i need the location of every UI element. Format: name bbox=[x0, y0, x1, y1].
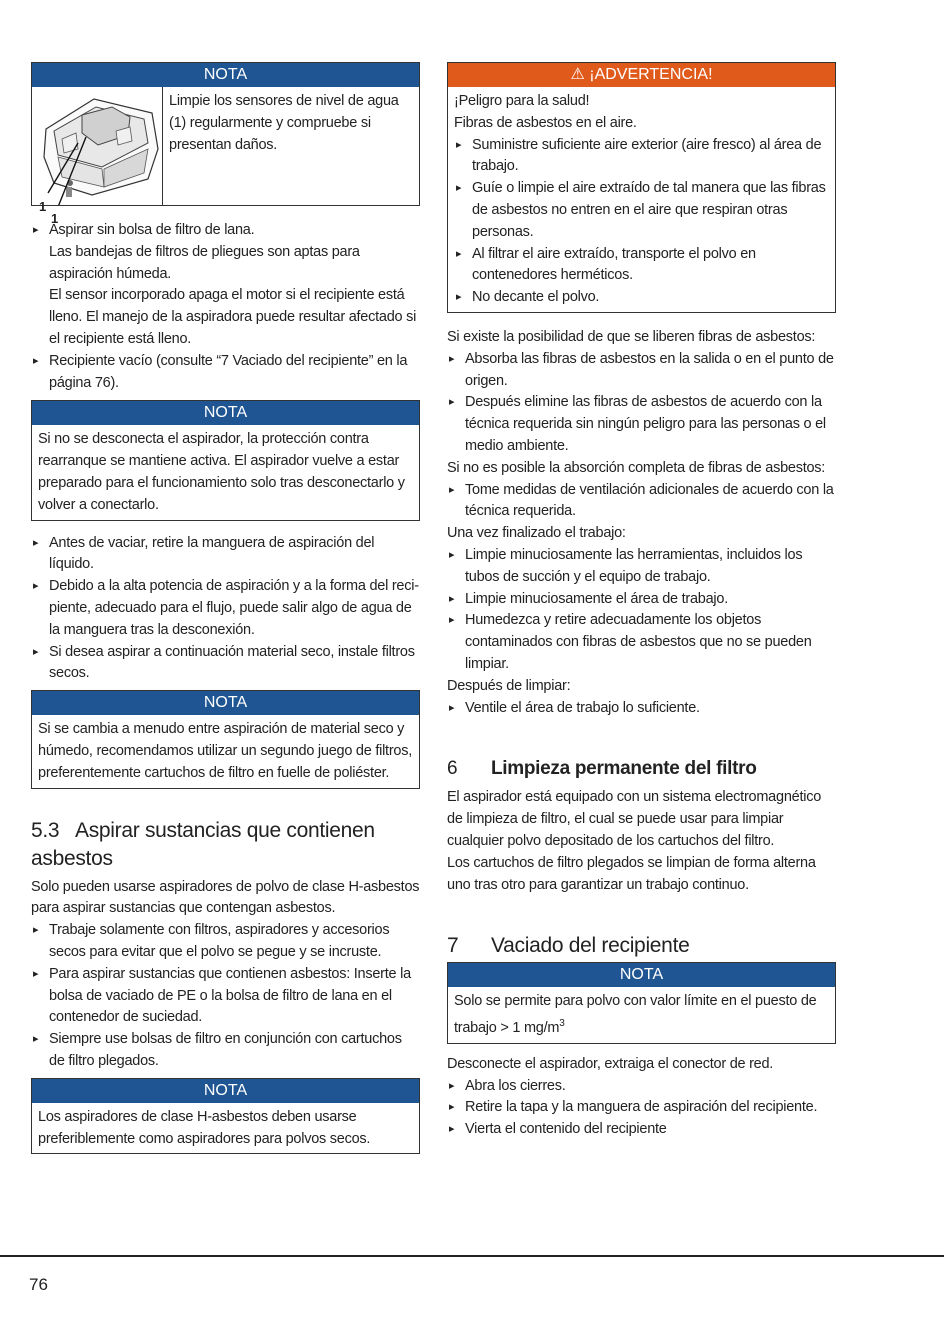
paragraph: Los cartuchos de filtro plegados se limpian de forma alterna uno tras otro para garantizar un trabajo continuo. bbox=[447, 854, 816, 893]
paragraph: Desconecte el aspirador, extraiga el conector de red. bbox=[447, 1055, 774, 1072]
note-text: Los aspiradores de clase H-asbestos deben usarse preferiblemente como aspiradores para polvos secos. bbox=[38, 1108, 371, 1147]
left-column bbox=[31, 62, 420, 1154]
bullet-item: ▸ Si desea aspirar a continuación material seco, instale filtros secos. bbox=[31, 642, 420, 686]
bullet-item: ▸ Siempre use bolsas de filtro en conjunción con cartuchos de filtro plegados. bbox=[31, 1029, 420, 1073]
indented-text: Las bandejas de filtros de pliegues son aptas para aspiración húmeda. bbox=[49, 243, 360, 282]
note-box-restart bbox=[31, 400, 420, 520]
warning-bullet: ▸ No decante el polvo. bbox=[454, 287, 829, 309]
note-title: NOTA bbox=[448, 963, 835, 987]
bullet-item: ▸ Antes de vaciar, retire la manguera de aspiración del líquido. bbox=[31, 533, 420, 577]
warning-title: ⚠ ¡ADVERTENCIA! bbox=[448, 63, 835, 87]
section-heading-6 bbox=[447, 755, 836, 783]
note-text: Si se cambia a menudo entre aspiración de material seco y húmedo, recomendamos utilizar un segundo juego de filtros, preferentemente cartuchos de filtro en fuelle de poliéster. bbox=[38, 721, 413, 781]
callout-1b: 1 bbox=[51, 211, 59, 226]
section-heading-7 bbox=[447, 932, 836, 960]
vacuum-container-icon bbox=[32, 87, 162, 205]
note-text: Si no se desconecta el aspirador, la protección contra rearranque se mantiene activa. El aspirador vuelve a estar preparado para el funcionamiento solo tras desconectarlo y volver a conectarlo. bbox=[38, 431, 405, 513]
section-title: Aspirar sustancias que contienen asbestos bbox=[31, 818, 375, 870]
bullet-item: ▸ Retire la tapa y la manguera de aspiración del recipiente. bbox=[447, 1097, 836, 1119]
warning-line: Fibras de asbestos en el aire. bbox=[454, 114, 637, 131]
section-number: 5.3 bbox=[31, 818, 60, 842]
paragraph: Solo pueden usarse aspiradores de polvo de clase H-asbestos para aspirar sustancias que contengan asbestos. bbox=[31, 878, 420, 917]
paragraph: Una vez finalizado el trabajo: bbox=[447, 525, 626, 542]
bullet-item: ▸ Debido a la alta potencia de aspiración y a la forma del recipiente, adecuado para el flujo, puede salir algo de agua de la manguera tras la desconexión. bbox=[31, 576, 420, 641]
bullet-item: ▸ Limpie minuciosamente las herramientas, incluidos los tubos de succión y el equipo de trabajo. bbox=[447, 545, 836, 589]
bullet-item: ▸ Humedezca y retire adecuadamente los objetos contaminados con fibras de asbestos que no se pueden limpiar. bbox=[447, 610, 836, 675]
section-number: 7 bbox=[447, 934, 459, 958]
section-title: Limpieza permanente del filtro bbox=[491, 758, 757, 780]
bullet-item: ▸ Absorba las fibras de asbestos en la salida o en el punto de origen. bbox=[447, 349, 836, 393]
page-number: 76 bbox=[29, 1275, 48, 1294]
note-title: NOTA bbox=[32, 691, 419, 715]
note-title: NOTA bbox=[32, 401, 419, 425]
warning-box bbox=[447, 62, 836, 313]
footer-rule bbox=[0, 1255, 944, 1257]
paragraph: Si existe la posibilidad de que se liberen fibras de asbestos: bbox=[447, 328, 816, 345]
note-title: NOTA bbox=[32, 63, 419, 87]
note-box-filters bbox=[31, 690, 420, 788]
indented-text: El sensor incorporado apaga el motor si el recipiente está lleno. El manejo de la aspiradora puede resultar afectado si el recipiente está lleno. bbox=[49, 287, 417, 347]
callout-1a: 1 bbox=[39, 199, 47, 214]
bullet-item: ▸ Para aspirar sustancias que contienen asbestos: Inserte la bolsa de vaciado de PE o la bolsa de filtro de lana en el contenedor de suciedad. bbox=[31, 964, 420, 1029]
bullet-item: ▸ Trabaje solamente con filtros, aspiradores y accesorios secos para evitar que el polvo se pegue y se incruste. bbox=[31, 920, 420, 964]
bullet-item: ▸ Tome medidas de ventilación adicionales de acuerdo con la técnica requerida. bbox=[447, 480, 836, 524]
note-text: Solo se permite para polvo con valor límite en el puesto de trabajo > 1 mg/m bbox=[454, 993, 817, 1036]
warning-bullet: ▸ Al filtrar el aire extraído, transporte el polvo en contenedores herméticos. bbox=[454, 244, 829, 288]
warning-line: ¡Peligro para la salud! bbox=[454, 93, 590, 109]
note-superscript: 3 bbox=[559, 1018, 565, 1030]
warning-bullet: ▸ Suministre suficiente aire exterior (aire fresco) al área de trabajo. bbox=[454, 135, 829, 179]
bullet-item: ▸ Vierta el contenido del recipiente bbox=[447, 1119, 836, 1141]
paragraph: El aspirador está equipado con un sistema electromagnético de limpieza de filtro, el cual se puede usar para limpiar cualquier polvo depositado de los cartuchos del filtro. bbox=[447, 789, 822, 849]
bullet-item: ▸ Después elimine las fibras de asbestos de acuerdo con la técnica requerida sin ningún peligro para las personas o el medio ambiente. bbox=[447, 392, 836, 457]
paragraph: Después de limpiar: bbox=[447, 677, 571, 694]
bullet-item: ▸ Ventile el área de trabajo lo suficiente. bbox=[447, 698, 836, 720]
note-text: Limpie los sensores de nivel de agua (1) regularmente y compruebe si presentan daños. bbox=[169, 93, 399, 153]
section-heading-5-3 bbox=[31, 817, 420, 873]
bullet-item: ▸ Limpie minuciosamente el área de trabajo. bbox=[447, 589, 836, 611]
section-number: 6 bbox=[447, 758, 458, 780]
note-title: NOTA bbox=[32, 1079, 419, 1103]
section-title: Vaciado del recipiente bbox=[491, 934, 690, 958]
bullet-item: ▸ Abra los cierres. bbox=[447, 1076, 836, 1098]
note-box-h-asbestos bbox=[31, 1078, 420, 1155]
paragraph: Si no es posible la absorción completa de fibras de asbestos: bbox=[447, 459, 826, 476]
bullet-item: ▸ Recipiente vacío (consulte “7 Vaciado del recipiente” en la página 76). bbox=[31, 351, 420, 395]
note-box-limit bbox=[447, 962, 836, 1043]
bullet-item: ▸ Aspirar sin bolsa de filtro de lana. bbox=[31, 220, 420, 242]
right-column bbox=[447, 62, 836, 1141]
warning-bullet: ▸ Guíe o limpie el aire extraído de tal manera que las fibras de asbestos no entren en el aire que respiran otras personas. bbox=[454, 178, 829, 243]
note-box-sensors bbox=[31, 62, 420, 226]
vacuum-illustration bbox=[32, 87, 163, 226]
